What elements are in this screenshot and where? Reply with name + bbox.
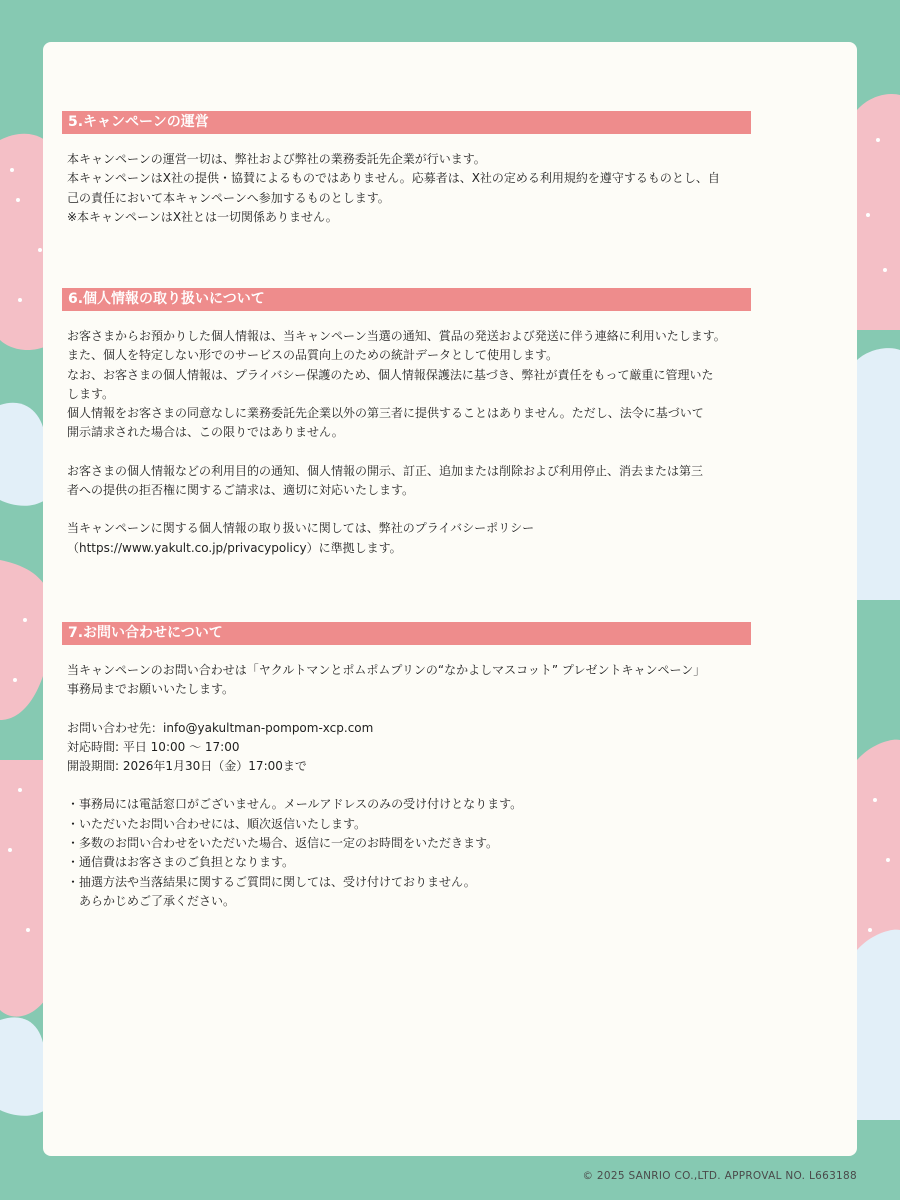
- section-body: [62, 150, 751, 227]
- blank-line: [67, 500, 751, 519]
- copyright-footer: © 2025 SANRIO CO.,LTD. APPROVAL NO. L663188: [582, 1170, 857, 1182]
- list-item: ・いただいたお問い合わせには、順次返信いたします。: [67, 816, 367, 831]
- pink-blob-right-top: [857, 94, 900, 330]
- list-item: ・抽選方法や当落結果に関するご質問に関しては、受け付けておりません。: [67, 874, 476, 889]
- section-header: 6.個人情報の取り扱いについて: [62, 288, 751, 311]
- text-line: 本キャンペーンはX社の提供・協賛によるものではありません。応募者は、X社の定める利用規約を遵守するものとし、自: [67, 171, 720, 186]
- text-line: 当キャンペーンに関する個人情報の取り扱いに関しては、弊社のプライバシーポリシー: [67, 521, 535, 536]
- list-item: ・事務局には電話窓口がございません。メールアドレスのみの受け付けとなります。: [67, 797, 523, 812]
- blank-line: [67, 776, 751, 795]
- section-body: [62, 327, 751, 558]
- text-line: 開示請求された場合は、この限りではありません。: [67, 425, 344, 440]
- section-header: 5.キャンペーンの運営: [62, 111, 751, 134]
- blue-blob-left-1: [0, 403, 45, 506]
- section-inquiries: [62, 622, 751, 911]
- text-line: ※本キャンペーンはX社とは一切関係ありません。: [67, 209, 338, 224]
- text-line: お客さまの個人情報などの利用目的の通知、個人情報の開示、訂正、追加または削除および利用停止、消去または第三: [67, 463, 704, 478]
- text-line: 事務局までお願いいたします。: [67, 682, 235, 697]
- text-line: 本キャンペーンの運営一切は、弊社および弊社の業務委託先企業が行います。: [67, 152, 486, 166]
- text-line: 者への提供の拒否権に関するご請求は、適切に対応いたします。: [67, 483, 415, 498]
- blank-line: [67, 443, 751, 462]
- text-line: 己の責任において本キャンペーンへ参加するものとします。: [67, 190, 390, 205]
- list-item: ・多数のお問い合わせをいただいた場合、返信に一定のお時間をいただきます。: [67, 836, 499, 851]
- contact-email: お問い合わせ先：info@yakultman-pompom-xcp.com: [67, 720, 374, 735]
- blue-blob-right-1: [857, 348, 900, 600]
- privacy-policy-url: （https://www.yakult.co.jp/privacypolicy）に準拠します。: [67, 540, 402, 555]
- blue-blob-left-2: [0, 1017, 45, 1115]
- text-line: 当キャンペーンのお問い合わせは「ヤクルトマンとポムポムプリンの“なかよしマスコット” プレゼントキャンペーン」: [67, 663, 706, 677]
- blank-line: [67, 700, 751, 719]
- open-period: 開設期間: 2026年1月30日（金）17:00まで: [67, 759, 307, 774]
- section-personal-information: [62, 288, 751, 558]
- support-hours: 対応時間: 平日 10:00 ～ 17:00: [67, 739, 240, 754]
- text-line: 個人情報をお客さまの同意なしに業務委託先企業以外の第三者に提供することはありません。ただし、法令に基づいて: [67, 406, 704, 421]
- section-campaign-operation: [62, 111, 751, 227]
- text-line: します。: [67, 386, 115, 401]
- text-line: お客さまからお預かりした個人情報は、当キャンペーン当選の通知、賞品の発送および発送に伴う連絡に利用いたします。: [67, 329, 726, 343]
- text-line: また、個人を特定しない形でのサービスの品質向上のための統計データとして使用します。: [67, 348, 559, 363]
- list-item: ・通信費はお客さまのご負担となります。: [67, 855, 295, 870]
- blue-blob-right-2: [857, 930, 900, 1120]
- text-line: なお、お客さまの個人情報は、プライバシー保護のため、個人情報保護法に基づき、弊社が責任をもって厳重に管理いた: [67, 367, 714, 382]
- list-item: あらかじめご了承ください。: [67, 893, 236, 908]
- section-body: [62, 661, 751, 911]
- pink-blob-left-lower: [0, 760, 45, 1017]
- section-header: 7.お問い合わせについて: [62, 622, 751, 645]
